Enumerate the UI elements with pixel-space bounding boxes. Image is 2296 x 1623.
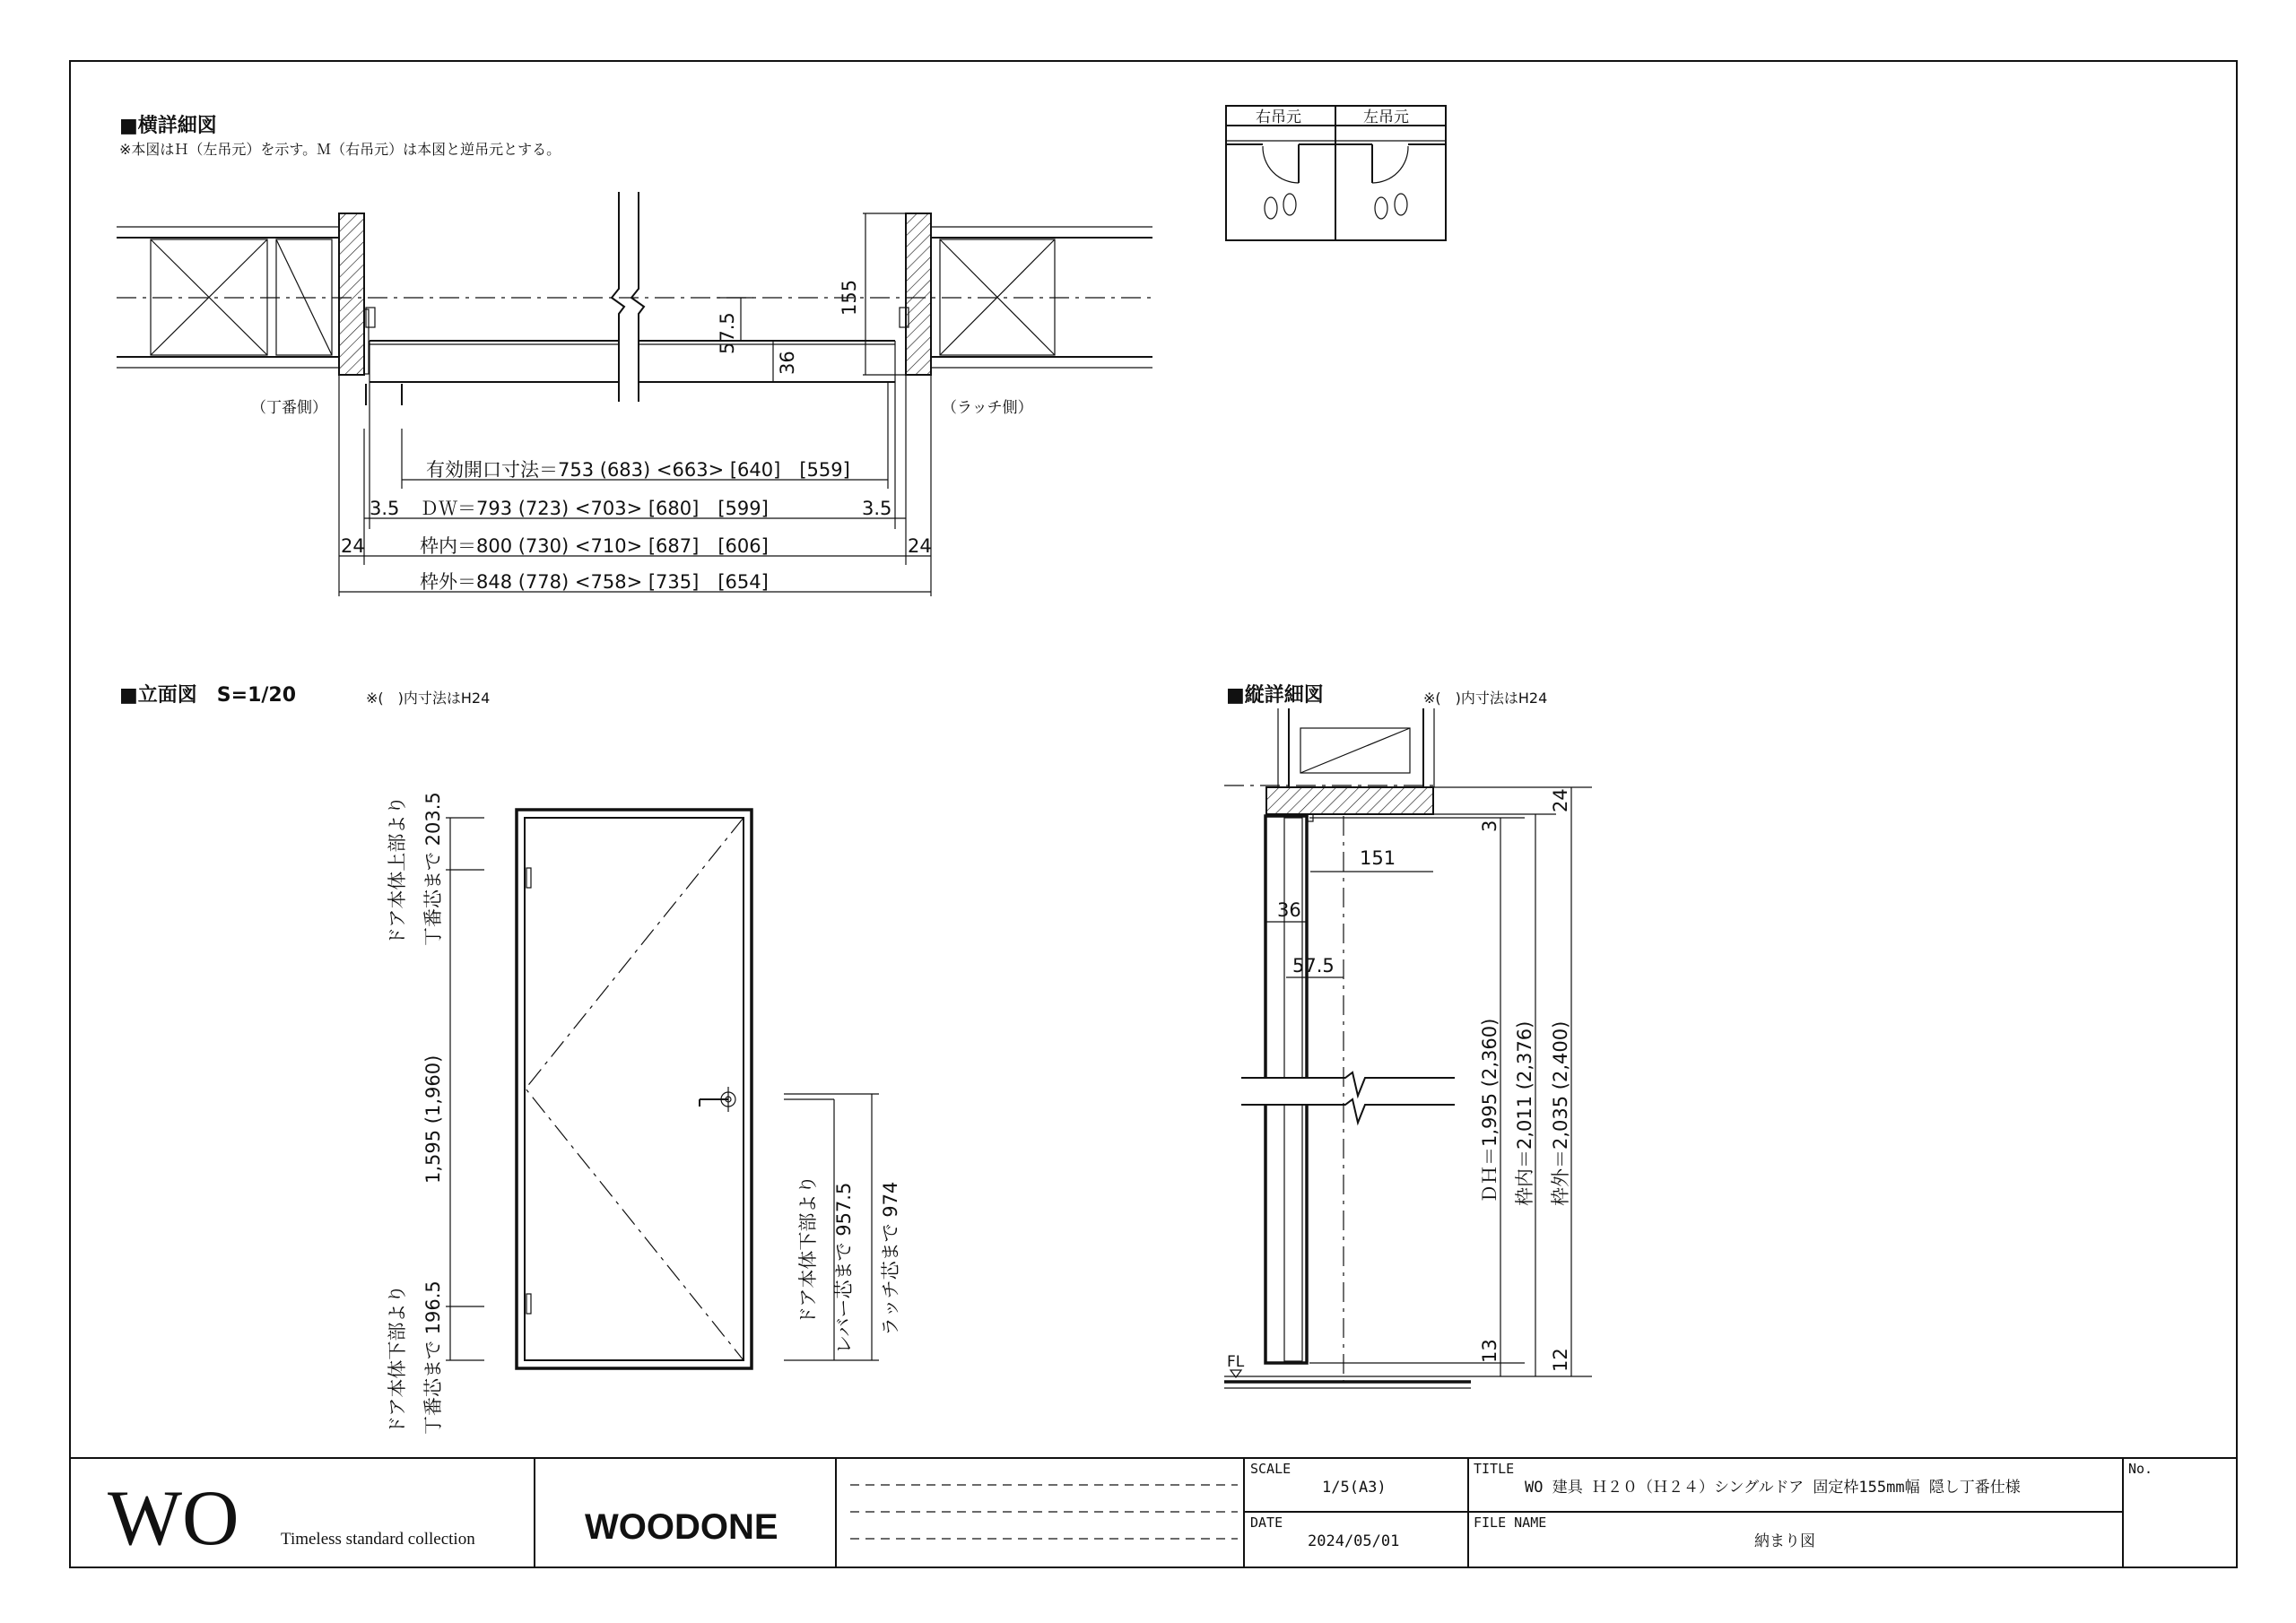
- brand-wo: WO: [108, 1475, 239, 1562]
- section-dim-13: 13: [1479, 1339, 1500, 1363]
- elevation-title: ■立面図 S=1/20: [119, 684, 297, 707]
- lever-line2: レバー芯まで 957.5: [833, 1182, 855, 1354]
- door-frame-elevation: [517, 810, 752, 1368]
- dim-inner: 枠内＝800 (730) <710> [687] [606]: [420, 535, 769, 557]
- section-dim-36: 36: [1277, 899, 1301, 921]
- plan-view: [117, 114, 1152, 596]
- hinge-spacing: 1,595 (1,960): [422, 1055, 444, 1184]
- dim-outer: 枠外＝848 (778) <758> [735] [654]: [420, 571, 769, 593]
- upper-hinge-icon: [526, 868, 531, 888]
- swing-right-label: 右吊元: [1256, 108, 1301, 126]
- dim-dw: ＤＷ＝793 (723) <703> [680] [599]: [420, 498, 769, 519]
- hinge-icon-plan: [366, 308, 375, 327]
- hinge-side-label: （丁番側）: [251, 399, 327, 417]
- lever-line1: ドア本体下部より: [797, 1175, 819, 1325]
- title-value: WO 建具 Ｈ２０（Ｈ２４）シングルドア 固定枠155mm幅 隠し丁番仕様: [1525, 1479, 2021, 1497]
- swing-legend: [1226, 106, 1446, 240]
- section-dim-inner: 枠内＝2,011 (2,376): [1514, 1020, 1535, 1206]
- lower-hinge-line2: 丁番芯まで 196.5: [422, 1280, 444, 1435]
- latch-side-label: （ラッチ側）: [942, 399, 1033, 417]
- left-frame: [339, 213, 364, 375]
- dim-3-5-right: 3.5: [862, 498, 892, 519]
- footprint-icon: [1265, 197, 1277, 219]
- footprint-icon: [1395, 194, 1407, 215]
- section-dim-3: 3: [1479, 820, 1500, 832]
- dim-24-right: 24: [908, 535, 932, 557]
- right-frame: [906, 213, 931, 375]
- plan-view-title: ■横詳細図: [119, 115, 217, 137]
- footprint-icon: [1375, 197, 1387, 219]
- lever-handle-icon: [700, 1087, 735, 1112]
- section-dim-dh: ＤＨ＝1,995 (2,360): [1479, 1018, 1500, 1203]
- dim-3-5-left: 3.5: [370, 498, 400, 519]
- dim-57-5: 57.5: [717, 312, 738, 354]
- file-name-label: FILE NAME: [1474, 1515, 1547, 1531]
- plan-dim-chain: [339, 375, 932, 596]
- section-title: ■縦詳細図: [1226, 684, 1324, 707]
- dim-155: 155: [839, 279, 860, 316]
- date-value: 2024/05/01: [1308, 1532, 1400, 1550]
- section-dim-12: 12: [1550, 1348, 1571, 1372]
- section-dim-24: 24: [1550, 788, 1571, 812]
- swing-left-label: 左吊元: [1363, 108, 1409, 126]
- section-note: ※( )内寸法はH24: [1423, 690, 1548, 707]
- title-label: TITLE: [1474, 1461, 1515, 1477]
- scale-value: 1/5(A3): [1322, 1479, 1387, 1497]
- dim-effective: 有効開口寸法＝753 (683) <663> [640] [559]: [426, 459, 850, 481]
- lower-hinge-line1: ドア本体下部より: [387, 1284, 408, 1435]
- elevation-lever-dims: [784, 1094, 901, 1360]
- date-label: DATE: [1250, 1515, 1283, 1531]
- section-dim-57-5: 57.5: [1292, 955, 1335, 976]
- door-leaf-elevation: [525, 818, 744, 1360]
- title-block: [70, 1458, 2237, 1567]
- head-frame: [1266, 787, 1433, 814]
- dim-24-left: 24: [341, 535, 365, 557]
- upper-hinge-line2: 丁番芯まで 203.5: [422, 792, 444, 946]
- scale-label: SCALE: [1250, 1461, 1292, 1477]
- no-label: No.: [2128, 1461, 2153, 1477]
- brand-tagline: Timeless standard collection: [281, 1530, 475, 1549]
- fl-label: FL: [1227, 1353, 1245, 1371]
- upper-hinge-line1: ドア本体上部より: [387, 795, 408, 946]
- file-name-value: 納まり図: [1754, 1532, 1815, 1550]
- swing-indicator: [526, 818, 744, 1360]
- door-leaf-plan: [370, 192, 895, 402]
- elevation-hinge-dims: [387, 792, 484, 1435]
- elevation-note: ※( )内寸法はH24: [366, 690, 491, 707]
- footprint-icon: [1283, 194, 1296, 215]
- elevation-view: [119, 683, 901, 1435]
- lower-hinge-icon: [526, 1294, 531, 1314]
- dim-36: 36: [777, 351, 798, 375]
- section-view: [1224, 683, 1592, 1388]
- woodone-logo: WOODONE: [585, 1507, 778, 1547]
- section-dim-outer: 枠外＝2,035 (2,400): [1550, 1020, 1571, 1206]
- section-dim-151: 151: [1360, 847, 1396, 869]
- plan-view-note: ※本図はＨ（左吊元）を示す。Ｍ（右吊元）は本図と逆吊元とする。: [119, 141, 561, 158]
- lever-line3: ラッチ芯まで 974: [880, 1181, 901, 1336]
